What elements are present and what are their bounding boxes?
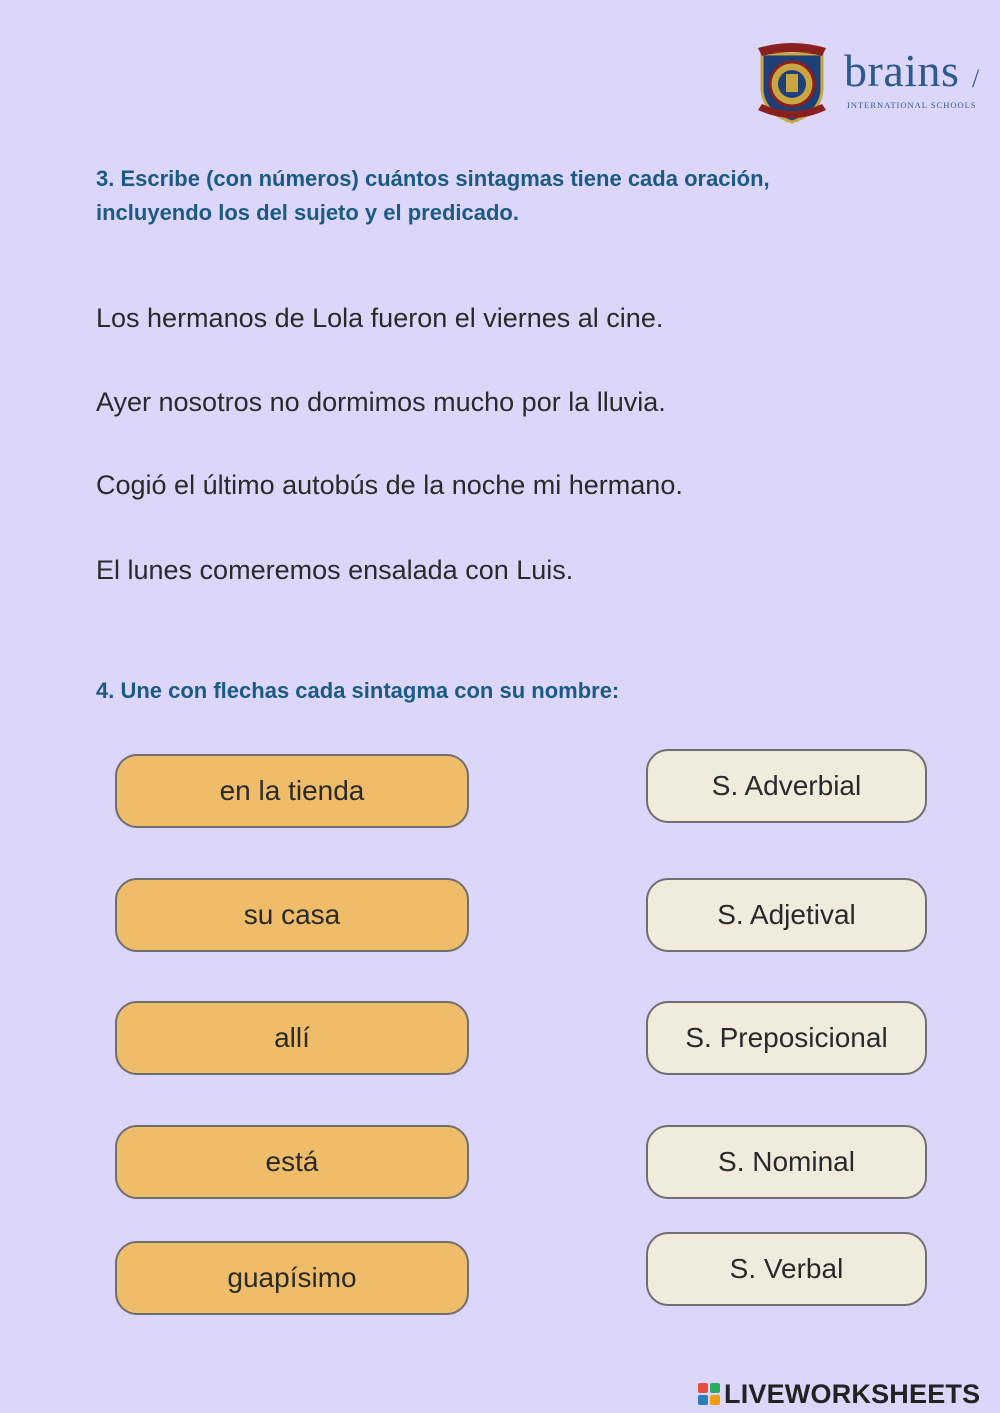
exercise-3-instruction: 3. Escribe (con números) cuántos sintagmas tiene cada oración, incluyendo los del sujeto y el predicado. <box>96 166 770 225</box>
name-box-preposicional[interactable]: S. Preposicional <box>646 1001 927 1075</box>
liveworksheets-logo[interactable] <box>698 1378 980 1410</box>
sentence-2: Ayer nosotros no dormimos mucho por la lluvia. <box>96 387 666 417</box>
phrase-box-esta[interactable]: está <box>115 1125 469 1199</box>
phrase-box-alli[interactable]: allí <box>115 1001 469 1075</box>
phrase-box-su-casa[interactable]: su casa <box>115 878 469 952</box>
brand-subtitle: INTERNATIONAL SCHOOLS <box>847 100 977 110</box>
name-box-adverbial[interactable]: S. Adverbial <box>646 749 927 823</box>
exercise-4-instruction: 4. Une con flechas cada sintagma con su nombre: <box>96 678 620 703</box>
phrase-box-en-la-tienda[interactable]: en la tienda <box>115 754 469 828</box>
sentence-1: Los hermanos de Lola fueron el viernes al cine. <box>96 303 664 333</box>
name-box-adjetival[interactable]: S. Adjetival <box>646 878 927 952</box>
liveworksheets-icon <box>698 1383 720 1405</box>
sentence-3: Cogió el último autobús de la noche mi hermano. <box>96 470 683 500</box>
name-box-nominal[interactable]: S. Nominal <box>646 1125 927 1199</box>
liveworksheets-text: LIVEWORKSHEETS <box>724 1378 981 1409</box>
school-crest-icon <box>752 40 832 124</box>
brand-slash: / <box>972 64 980 93</box>
phrase-box-guapisimo[interactable]: guapísimo <box>115 1241 469 1315</box>
brand-name: brains <box>844 45 960 96</box>
name-box-verbal[interactable]: S. Verbal <box>646 1232 927 1306</box>
sentence-4: El lunes comeremos ensalada con Luis. <box>96 555 574 585</box>
school-logo <box>752 40 992 124</box>
